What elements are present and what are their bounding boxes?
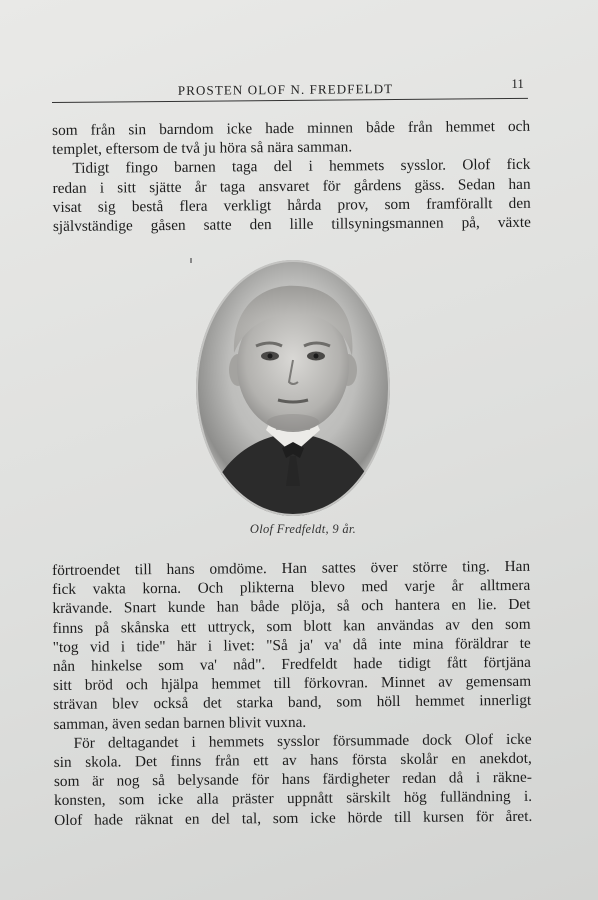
text-line: För deltagandet i hemmets sysslor försummade dock Olof icke [73, 730, 532, 752]
paragraph-top [52, 117, 531, 236]
text-line: sin skola. Det finns från ett av hans första skolår en anekdot, [53, 749, 532, 772]
portrait-photo [194, 258, 392, 518]
paragraph-bottom [52, 557, 532, 830]
text-line: samman, även sedan barnen blivit vuxna. [53, 713, 307, 733]
text-line: konsten, som icke alla präster uppnått särskilt hög fulländning i. [54, 788, 533, 810]
text-line: redan i sitt sjätte år taga ansvaret för gårdens gäss. Sedan han [52, 175, 531, 197]
text-line: "tog vid i tide" här i livet: "Så ja' va' då inte mina föräldrar te [52, 634, 531, 656]
text-line: visat sig bestå flera verkligt hårda prov, som framförallt den [52, 194, 531, 216]
text-line: fick vakta korna. Och plikterna blevo med varje år alltmera [52, 577, 531, 599]
text-line: finns på skånska ett uttryck, som blott kan användas av den som [52, 615, 531, 637]
text-line: sitt bröd och hjälpa hemmet till förkovran. Minnet av gemensam [53, 673, 532, 695]
text-line: självständige gåsen satte den lille tillsyningsmannen på, växte [52, 213, 531, 236]
portrait-caption: Olof Fredfeldt, 9 år. [249, 522, 357, 536]
portrait-image [194, 258, 392, 518]
text-line: Tidigt fingo barnen taga del i hemmets sysslor. Olof fick [72, 156, 531, 178]
text-line: krävande. Snart kunde han både plöja, så och hantera en lie. Det [52, 596, 531, 618]
text-line: nån hinkelse som va' nåd". Fredfeldt hade tidigt fått förtjäna [52, 653, 531, 676]
text-line: templet, eftersom de två ju höra så nära samman. [52, 138, 353, 159]
text-line: som är nog så belysande för hans färdigheter redan då i räkne- [53, 769, 532, 791]
text-line: förtroendet till hans omdöme. Han sattes över större ting. Han [52, 557, 531, 579]
running-title: PROSTEN OLOF N. FREDFELDT [177, 81, 394, 98]
text-line: som från sin barndom icke hade minnen både från hemmet och [52, 117, 531, 139]
page-number: 11 [511, 75, 524, 91]
text-line: Olof hade räknat en del tal, som icke hörde till kursen för året. [54, 807, 533, 829]
print-mark [190, 258, 192, 263]
text-line: strävan blev också det starka band, som höll hemmet innerligt [53, 692, 532, 714]
page-header [52, 76, 528, 103]
